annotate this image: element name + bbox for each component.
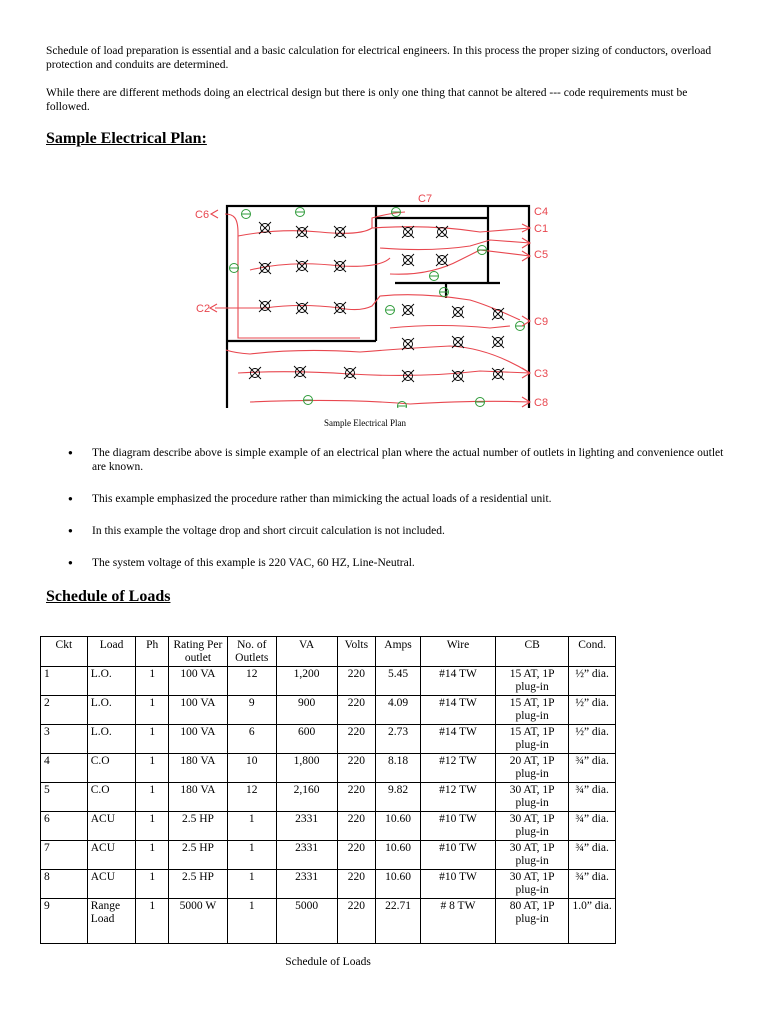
cell-ckt: 4 xyxy=(41,754,88,783)
cell-rating: 180 VA xyxy=(168,754,227,783)
cell-ph: 1 xyxy=(136,870,169,899)
cell-outlets: 12 xyxy=(227,667,276,696)
cell-ph: 1 xyxy=(136,754,169,783)
cell-va: 600 xyxy=(276,725,337,754)
cell-rating: 180 VA xyxy=(168,783,227,812)
note-item: ● This example emphasized the procedure rather than mimicking the actual loads of a residential unit. xyxy=(46,492,726,506)
cell-va: 2331 xyxy=(276,870,337,899)
cell-ckt: 7 xyxy=(41,841,88,870)
cell-load: L.O. xyxy=(87,725,136,754)
circuit-label-c5: C5 xyxy=(534,249,549,261)
cell-va: 2331 xyxy=(276,841,337,870)
cell-ckt: 9 xyxy=(41,899,88,944)
cell-load: ACU xyxy=(87,870,136,899)
cell-va: 1,200 xyxy=(276,667,337,696)
cell-va: 2331 xyxy=(276,812,337,841)
note-item: ● In this example the voltage drop and short circuit calculation is not included. xyxy=(46,524,726,538)
cell-ckt: 5 xyxy=(41,783,88,812)
note-item: ● The diagram describe above is simple example of an electrical plan where the actual number of outlets in lighting and convenience outlet are known. xyxy=(46,446,726,474)
table-row xyxy=(41,870,616,899)
header-outlets: No. of Outlets xyxy=(227,637,276,667)
circuit-label-c3: C3 xyxy=(534,368,549,380)
cell-cb: 15 AT, 1P plug-in xyxy=(496,667,569,696)
table-row xyxy=(41,754,616,783)
cell-amps: 10.60 xyxy=(376,870,421,899)
table-row xyxy=(41,841,616,870)
header-amps: Amps xyxy=(376,637,421,667)
cell-wire: # 8 TW xyxy=(420,899,495,944)
cell-outlets: 1 xyxy=(227,841,276,870)
cell-cb: 15 AT, 1P plug-in xyxy=(496,725,569,754)
cell-wire: #14 TW xyxy=(420,667,495,696)
cell-outlets: 1 xyxy=(227,812,276,841)
cell-outlets: 10 xyxy=(227,754,276,783)
intro-paragraph-1: Schedule of load preparation is essential and a basic calculation for electrical engineers. In this process the proper sizing of conductors, overload protection and conduits are determined. xyxy=(46,45,712,71)
cell-ph: 1 xyxy=(136,899,169,944)
schedule-of-loads-table xyxy=(40,636,616,944)
cell-volts: 220 xyxy=(337,841,376,870)
table-header-row xyxy=(41,637,616,667)
cell-amps: 9.82 xyxy=(376,783,421,812)
electrical-plan-diagram xyxy=(190,188,590,408)
cell-cond: ½” dia. xyxy=(569,696,616,725)
cell-ph: 1 xyxy=(136,841,169,870)
cell-load: ACU xyxy=(87,841,136,870)
table-row xyxy=(41,725,616,754)
cell-amps: 22.71 xyxy=(376,899,421,944)
notes-list xyxy=(46,446,726,588)
intro-paragraph-2: While there are different methods doing an electrical design but there is only one thing that cannot be altered --- code requirements must be followed. xyxy=(46,87,688,113)
cell-va: 1,800 xyxy=(276,754,337,783)
cell-cb: 30 AT, 1P plug-in xyxy=(496,812,569,841)
cell-wire: #10 TW xyxy=(420,812,495,841)
header-va: VA xyxy=(276,637,337,667)
table-row xyxy=(41,812,616,841)
cell-va: 2,160 xyxy=(276,783,337,812)
header-cb: CB xyxy=(496,637,569,667)
cell-outlets: 1 xyxy=(227,899,276,944)
cell-va: 900 xyxy=(276,696,337,725)
circuit-label-c8: C8 xyxy=(534,397,549,408)
circuit-label-c1: C1 xyxy=(534,223,549,235)
cell-cond: ¾” dia. xyxy=(569,841,616,870)
header-wire: Wire xyxy=(420,637,495,667)
cell-volts: 220 xyxy=(337,667,376,696)
cell-rating: 100 VA xyxy=(168,696,227,725)
cell-ph: 1 xyxy=(136,667,169,696)
cell-volts: 220 xyxy=(337,754,376,783)
cell-load: Range Load xyxy=(87,899,136,944)
cell-rating: 5000 W xyxy=(168,899,227,944)
cell-wire: #12 TW xyxy=(420,754,495,783)
schedule-caption: Schedule of Loads xyxy=(285,956,371,968)
cell-outlets: 9 xyxy=(227,696,276,725)
cell-cond: ¾” dia. xyxy=(569,783,616,812)
cell-rating: 100 VA xyxy=(168,667,227,696)
cell-cb: 30 AT, 1P plug-in xyxy=(496,870,569,899)
cell-volts: 220 xyxy=(337,783,376,812)
table-row xyxy=(41,783,616,812)
cell-volts: 220 xyxy=(337,870,376,899)
cell-outlets: 1 xyxy=(227,870,276,899)
cell-rating: 2.5 HP xyxy=(168,812,227,841)
cell-ckt: 2 xyxy=(41,696,88,725)
cell-wire: #14 TW xyxy=(420,725,495,754)
cell-ckt: 3 xyxy=(41,725,88,754)
table-row xyxy=(41,696,616,725)
cell-rating: 100 VA xyxy=(168,725,227,754)
cell-rating: 2.5 HP xyxy=(168,870,227,899)
cell-cond: 1.0” dia. xyxy=(569,899,616,944)
cell-va: 5000 xyxy=(276,899,337,944)
cell-rating: 2.5 HP xyxy=(168,841,227,870)
cell-amps: 5.45 xyxy=(376,667,421,696)
cell-wire: #10 TW xyxy=(420,870,495,899)
cell-amps: 2.73 xyxy=(376,725,421,754)
table-row xyxy=(41,899,616,944)
header-ph: Ph xyxy=(136,637,169,667)
cell-cond: ¾” dia. xyxy=(569,870,616,899)
cell-ph: 1 xyxy=(136,696,169,725)
cell-amps: 8.18 xyxy=(376,754,421,783)
cell-cb: 30 AT, 1P plug-in xyxy=(496,841,569,870)
cell-volts: 220 xyxy=(337,696,376,725)
cell-ph: 1 xyxy=(136,725,169,754)
circuit-label-c6: C6 xyxy=(195,209,210,221)
cell-cond: ¾” dia. xyxy=(569,812,616,841)
cell-ckt: 6 xyxy=(41,812,88,841)
note-item: ● The system voltage of this example is 220 VAC, 60 HZ, Line-Neutral. xyxy=(46,556,726,570)
cell-amps: 10.60 xyxy=(376,841,421,870)
cell-cb: 20 AT, 1P plug-in xyxy=(496,754,569,783)
cell-ph: 1 xyxy=(136,783,169,812)
header-volts: Volts xyxy=(337,637,376,667)
cell-amps: 10.60 xyxy=(376,812,421,841)
cell-outlets: 12 xyxy=(227,783,276,812)
cell-cond: ½” dia. xyxy=(569,725,616,754)
cell-volts: 220 xyxy=(337,899,376,944)
plan-caption: Sample Electrical Plan xyxy=(324,418,406,428)
cell-volts: 220 xyxy=(337,812,376,841)
header-load: Load xyxy=(87,637,136,667)
cell-wire: #14 TW xyxy=(420,696,495,725)
cell-cb: 30 AT, 1P plug-in xyxy=(496,783,569,812)
circuit-label-c4: C4 xyxy=(534,206,549,218)
cell-cond: ½” dia. xyxy=(569,667,616,696)
header-rating: Rating Per outlet xyxy=(168,637,227,667)
cell-cb: 15 AT, 1P plug-in xyxy=(496,696,569,725)
cell-ckt: 1 xyxy=(41,667,88,696)
cell-load: L.O. xyxy=(87,667,136,696)
cell-load: ACU xyxy=(87,812,136,841)
circuit-label-c9: C9 xyxy=(534,316,549,328)
cell-outlets: 6 xyxy=(227,725,276,754)
circuit-label-c2: C2 xyxy=(196,303,211,315)
header-ckt: Ckt xyxy=(41,637,88,667)
cell-load: C.O xyxy=(87,754,136,783)
cell-load: C.O xyxy=(87,783,136,812)
cell-load: L.O. xyxy=(87,696,136,725)
cell-cond: ¾” dia. xyxy=(569,754,616,783)
schedule-heading: Schedule of Loads xyxy=(46,588,171,605)
cell-ph: 1 xyxy=(136,812,169,841)
cell-ckt: 8 xyxy=(41,870,88,899)
header-cond: Cond. xyxy=(569,637,616,667)
table-row xyxy=(41,667,616,696)
cell-volts: 220 xyxy=(337,725,376,754)
cell-cb: 80 AT, 1P plug-in xyxy=(496,899,569,944)
cell-wire: #12 TW xyxy=(420,783,495,812)
cell-amps: 4.09 xyxy=(376,696,421,725)
plan-heading: Sample Electrical Plan: xyxy=(46,130,207,147)
cell-wire: #10 TW xyxy=(420,841,495,870)
circuit-label-c7: C7 xyxy=(418,193,433,205)
wire-runs xyxy=(215,212,530,404)
